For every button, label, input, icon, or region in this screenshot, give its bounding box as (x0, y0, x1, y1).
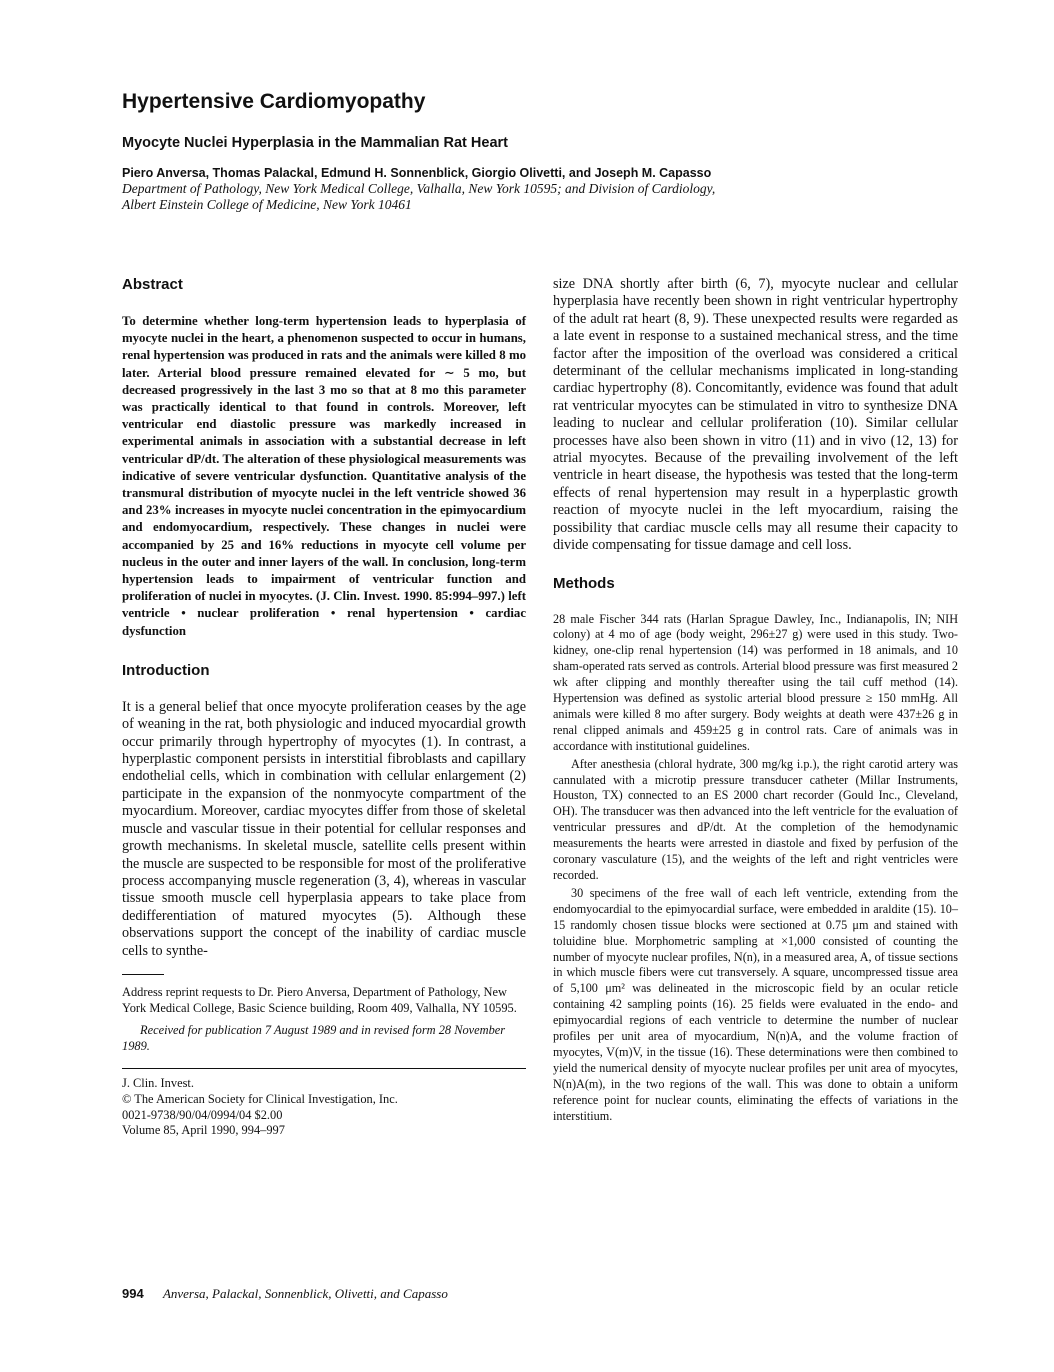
reprint-footnote: Address reprint requests to Dr. Piero Anversa, Department of Pathology, New York Medical College, Basic Science building, Room 409, Valhalla, NY 10595. (122, 984, 517, 1015)
abstract-text: To determine whether long-term hypertension leads to hyperplasia of myocyte nuclei in the heart, a phenomenon suspected to occur in humans, renal hypertension was produced in rats and the animals were killed 8 mo later. Arterial blood pressure remained elevated for ∼ 5 mo, but decreased progressively in the last 3 mo so that at 8 mo this parameter was practically identical to that found in controls. Moreover, left ventricular end diastolic pressure was markedly increased in experimental animals in association with a substantial decrease in left ventricular dP/dt. The alteration of these physiological measurements was indicative of severe ventricular dysfunction. Quantitative analysis of the transmural distribution of myocyte nuclei in the left ventricle showed 36 and 23% increases in myocyte nuclei concentration in the epimyocardium and endomyocardium, respectively. These changes in nuclei were accompanied by 25 and 16% reductions in myocyte cell volume per nucleus in the outer and inner layers of the wall. In conclusion, long-term hypertension leads to impairment of ventricular function and proliferation of nuclei in myocytes. (J. Clin. Invest. 1990. 85:994–997.) left ventricle • nuclear proliferation • renal hypertension • cardiac dysfunction (122, 314, 526, 638)
citation-rule (122, 1068, 526, 1069)
methods-paragraph-2: After anesthesia (chloral hydrate, 300 mg/kg i.p.), the right carotid artery was cannulated with a microtip pressure transducer catheter (Millar Instruments, Houston, TX) connected to an ES 2000 chart recorder (Gould Inc., Cleveland, OH). The transducer was then advanced into the left ventricle for the evaluation of ventricular pressures and dP/dt. At the completion of the hemodynamic measurements the hearts were arrested in diastole and fixed by perfusion of the coronary vasculature (15), and the weights of the left and right ventricles were recorded. (553, 756, 958, 882)
issn-line: 0021-9738/90/04/0994/04 $2.00 (122, 1107, 283, 1122)
abstract-heading: Abstract (122, 276, 183, 293)
page-number: 994 (122, 1286, 144, 1301)
affiliation (122, 181, 842, 213)
article-subtitle: Myocyte Nuclei Hyperplasia in the Mammalian Rat Heart (122, 135, 508, 151)
received-footnote: Received for publication 7 August 1989 and in revised form 28 November 1989. (122, 1023, 506, 1053)
methods-paragraph-3: 30 specimens of the free wall of each left ventricle, extending from the endomyocardial to the epimyocardial surface, were embedded in araldite (15). 10–15 randomly chosen tissue blocks were sectioned at 0.75 μm and stained with toluidine blue. Morphometric sampling at ×1,000 consisted of counting the number of myocyte nuclear profiles, N(n), in a measured area, A, of tissue sections in which muscle fibers were cut transversely. A square, uncompressed tissue area of 5,100 μm² was delineated in the microscopic field by an ocular reticle containing 42 sampling points (16). 25 fields were evaluated in the endo- and epimyocardial regions of each ventricle to determine the number of nuclear profiles per unit area of myocardium, N(n)A, and the volume fraction of myocytes, V(m)V, in the tissue (16). These determinations were then combined to yield the numerical density of myocyte nuclear profiles per unit area of myocytes, N(n)A(m), in the two regions of the wall. This was done to obtain a uniform reference point for nuclear counts, eliminating the effects of variations in the interstitium. (553, 885, 958, 1123)
introduction-text: It is a general belief that once myocyte proliferation ceases by the age of weaning in the rat, both physiologic and induced myocardial growth occur primarily through hypertrophy of myocytes (1). In contrast, a hyperplastic component persists in interstitial fibroblasts and capillary endothelial cells, which in combination with cellular enlargement (2) participate in the expansion of the nonmyocyte compartment of the myocardium. Moreover, cardiac myocytes differ from those of skeletal muscle and vascular tissue in their potential for cellular responses and growth mechanisms. In skeletal muscle, satellite cells present within the muscle are suspected to be responsible for most of the proliferative process accompanying muscle regeneration (3, 4), whereas in vascular tissue smooth muscle cell hyperplasia appears to take place from dedifferentiation of matured myocytes (5). Although these observations support the concept of the inability of cardiac muscle cells to synthe- (122, 698, 526, 959)
methods-heading: Methods (553, 574, 615, 592)
footnote-rule (122, 974, 164, 975)
right-column (553, 276, 958, 1125)
affiliation-line-2: Albert Einstein College of Medicine, New York 10461 (122, 197, 412, 212)
left-column (122, 276, 526, 1139)
citation-block (122, 1076, 526, 1138)
introduction-continuation: size DNA shortly after birth (6, 7), myocyte nuclear and cellular hyperplasia have recently been shown in right ventricular hypertrophy of the adult rat heart (8, 9). These unexpected results were regarded as a late event in response to a sustained mechanical stress, and the time factor after the imposition of the overload was considered a critical determinant of the cellular mechanisms implicated in long-standing cardiac hypertrophy (8). Concomitantly, evidence was found that adult rat ventricular myocytes can be stimulated in vitro to synthesize DNA leading to nuclear and cellular proliferation (10). Similar cellular processes have also been shown in vitro (11) and in vivo (12, 13) for atrial myocytes. Because of the prevailing involvement of the left ventricle in heart disease, the hypothesis was tested that the long-term effects of renal hypertension may result in a hyperplastic growth reaction of myocyte nuclei in the left myocardium, raising the possibility that cardiac muscle cells may all resume their capacity to divide compensating for tissue damage and cell loss. (553, 276, 958, 554)
methods-paragraph-1: 28 male Fischer 344 rats (Harlan Sprague Dawley, Inc., Indianapolis, IN; NIH colony) at 4 mo of age (body weight, 296±27 g) were used in this study. Two-kidney, one-clip renal hypertension (14) was performed in 18 animals, and 10 sham-operated rats served as controls. Arterial blood pressure was first measured 2 wk after clipping and monthly thereafter using the tail cuff method (14). Hypertension was defined as systolic arterial blood pressure ≥ 150 mmHg. All animals were killed 8 mo after surgery. Body weights at death were 437±26 g in renal clipped animals and 459±25 g in control rats. Care of animals was in accordance with institutional guidelines. (553, 611, 958, 753)
running-authors: Anversa, Palackal, Sonnenblick, Olivetti, and Capasso (162, 1286, 448, 1301)
copyright-line: © The American Society for Clinical Investigation, Inc. (122, 1091, 398, 1106)
affiliation-line-1: Department of Pathology, New York Medical College, Valhalla, New York 10595; and Division of Cardiology, (122, 181, 716, 196)
volume-line: Volume 85, April 1990, 994–997 (122, 1123, 285, 1138)
introduction-heading: Introduction (122, 661, 210, 679)
author-list: Piero Anversa, Thomas Palackal, Edmund H. Sonnenblick, Giorgio Olivetti, and Joseph M. Capasso (122, 166, 712, 180)
article-title: Hypertensive Cardiomyopathy (122, 90, 426, 113)
journal-name: J. Clin. Invest. (122, 1076, 194, 1091)
page-footer (122, 1286, 448, 1302)
